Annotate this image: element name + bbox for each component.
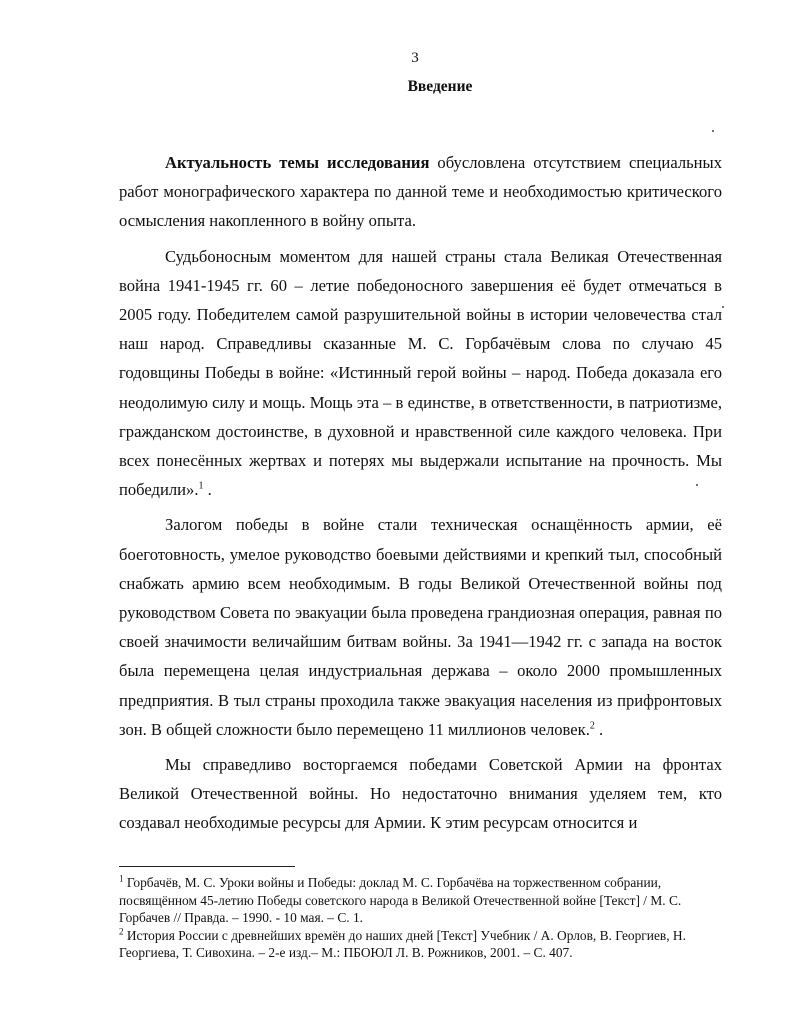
scan-speck [722,306,724,308]
paragraph-text: Мы справедливо восторгаемся победами Советской Армии на фронтах Великой Отечественной войны. Но недостаточно внимания уделяем тем, кто создавал необходимые ресурсы для Армии. К этим ресурсам относится и [119,755,722,833]
paragraph-text: Судьбоносным моментом для нашей страны стала Великая Отечественная война 1941-1945 гг. 60 – летие победоносного завершения её будет отмечаться в 2005 году. Победителем самой разрушительной войны в истории человечества стал наш народ. Справедливы сказанные М. С. Горбачёвым слова по случаю 45 годовщины Победы в войне: «Истинный герой войны – народ. Победа доказала его неодолимую силу и мощь. Мощь эта – в единстве, в ответственности, в патриотизме, гражданском достоинстве, в духовной и нравственной силе каждого человека. При всех понесённых жертвах и потерях мы выдержали испытание на прочность. Мы победили». [119,246,722,500]
paragraph-resources [119,750,722,838]
footnotes [119,874,724,962]
paragraph-tail: . [594,719,604,739]
footnote-1 [119,874,724,927]
paragraph-evacuation [119,510,722,744]
page-number: 3 [411,50,419,66]
footnote-separator [119,866,295,867]
footnote-text: Горбачёв, М. С. Уроки войны и Победы: доклад М. С. Горбачёва на торжественном собрании, посвящённом 45-летию Победы советского народа в Великой Отечественной войне [Текст] / М. С. Горбачев // Правда. – 1990. - 10 мая. – С. 1. [119,875,682,925]
body-text [119,148,722,838]
paragraph-lead-bold: Актуальность темы исследования [165,153,430,172]
scan-speck [712,130,714,132]
footnote-2 [119,927,724,962]
paragraph-relevance [119,148,722,236]
footnote-text: История России с древнейших времён до наших дней [Текст] Учебник / А. Орлов, В. Георгиев, Н. Георгиева, Т. Сивохина. – 2-е изд.– М.: ПБОЮЛ Л. В. Рожников, 2001. – С. 407. [119,927,686,960]
paragraph-victory [119,242,722,505]
paragraph-tail: . [203,480,212,500]
footnote-ref-1[interactable]: 1 [198,480,204,492]
paragraph-text: Залогом победы в войне стали техническая оснащённость армии, её боеготовность, умелое руководство боевыми действиями и крепкий тыл, способный снабжать армию всем необходимым. В годы Великой Отечественной войны под руководством Совета по эвакуации была проведена грандиозная операция, равная по своей значимости величайшим битвам войны. За 1941—1942 гг. с запада на восток была перемещена целая индустриальная держава – около 2000 промышленных предприятия. В тыл страны проходила также эвакуация населения из прифронтовых зон. В общей сложности было перемещено 11 миллионов человек. [119,515,722,739]
paragraph-text: обусловлена отсутствием специальных работ монографического характера по данной теме и необходимостью критического осмысления накопленного в войну опыта. [119,153,723,231]
page-title: Введение [407,78,473,95]
footnote-ref-2[interactable]: 2 [589,720,595,732]
footnote-mark: 1 [119,873,124,884]
scan-speck [696,484,698,486]
footnote-mark: 2 [119,926,124,937]
